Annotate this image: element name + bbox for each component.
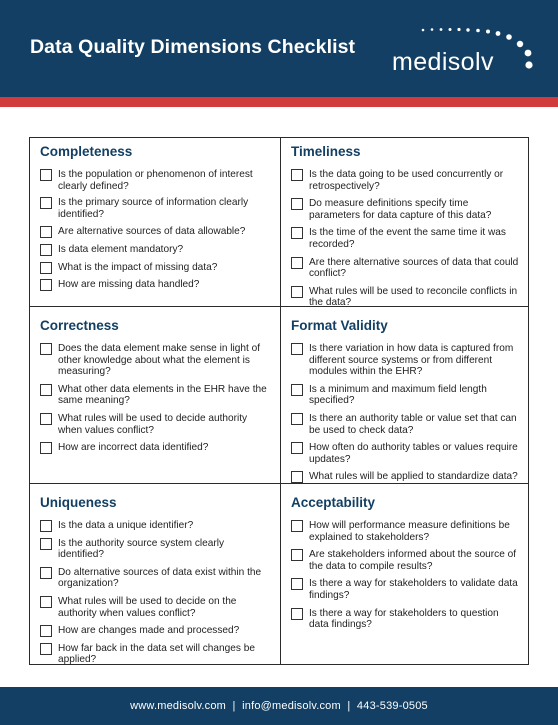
item-text: Is the data going to be used concurrently or retrospectively? <box>309 169 504 192</box>
checklist-item[interactable] <box>291 257 521 280</box>
item-text: Is the primary source of information clearly identified? <box>58 197 249 220</box>
checkbox[interactable] <box>40 169 52 181</box>
section-uniqueness <box>40 495 272 666</box>
checkbox[interactable] <box>291 227 303 239</box>
checkbox[interactable] <box>40 343 52 355</box>
checkbox[interactable] <box>40 625 52 637</box>
item-text: Is the population or phenomenon of interest clearly defined? <box>58 169 253 192</box>
accent-stripe <box>0 97 558 107</box>
item-text: What rules will be used to decide on the authority when values conflict? <box>58 595 237 619</box>
item-text: Is the authority source system clearly identified? <box>58 537 225 561</box>
checkbox[interactable] <box>40 567 52 579</box>
item-text: Are stakeholders informed about the source of the data to compile results? <box>309 549 517 572</box>
section-title: Correctness <box>40 318 119 333</box>
section-title: Acceptability <box>291 495 376 510</box>
medisolv-logo <box>388 24 538 84</box>
section-acceptability <box>291 495 521 631</box>
item-text: How are incorrect data identified? <box>58 442 209 454</box>
item-text: Do measure definitions specify time parameters for data capture of this data? <box>309 198 492 221</box>
checklist-item[interactable] <box>291 384 521 407</box>
checklist-item[interactable] <box>40 279 272 291</box>
item-text: Are alternative sources of data allowable? <box>58 226 246 238</box>
item-text: What rules will be applied to standardize data? <box>309 471 518 483</box>
column-divider <box>280 138 281 664</box>
section-title: Completeness <box>40 144 133 159</box>
checkbox[interactable] <box>40 538 52 550</box>
checklist-item[interactable] <box>40 643 272 666</box>
checkbox[interactable] <box>291 198 303 210</box>
checklist-item[interactable] <box>40 343 272 378</box>
checklist-item[interactable] <box>291 413 521 436</box>
item-text: What other data elements in the EHR have the same meaning? <box>58 383 267 407</box>
checklist-item[interactable] <box>40 262 272 274</box>
checklist-item[interactable] <box>291 286 521 309</box>
checkbox[interactable] <box>291 608 303 620</box>
item-text: Is the time of the event the same time it was recorded? <box>309 227 506 250</box>
checklist-item[interactable] <box>40 244 272 256</box>
section-format-validity <box>291 318 521 483</box>
checkbox[interactable] <box>291 442 303 454</box>
checkbox[interactable] <box>40 279 52 291</box>
footer-bar <box>0 687 558 725</box>
checklist-item[interactable] <box>291 169 521 192</box>
logo-wordmark: medisolv <box>392 48 494 76</box>
checkbox[interactable] <box>291 413 303 425</box>
checkbox[interactable] <box>40 197 52 209</box>
item-text: Are there alternative sources of data that could conflict? <box>309 256 519 280</box>
checklist-item[interactable] <box>291 227 521 250</box>
checklist-item[interactable] <box>40 226 272 238</box>
checklist-item[interactable] <box>291 442 521 465</box>
item-text: What rules will be used to reconcile conflicts in the data? <box>309 285 518 309</box>
item-text: Is there an authority table or value set that can be used to check data? <box>309 412 517 436</box>
section-completeness <box>40 144 272 291</box>
checklist-item[interactable] <box>40 538 272 561</box>
checklist-item[interactable] <box>40 197 272 220</box>
item-text: Do alternative sources of data exist within the organization? <box>58 566 262 590</box>
checklist-item[interactable] <box>40 413 272 436</box>
checkbox[interactable] <box>291 384 303 396</box>
checklist-item[interactable] <box>291 343 521 378</box>
checklist-item[interactable] <box>291 578 521 601</box>
checklist-item[interactable] <box>40 442 272 454</box>
checklist-item[interactable] <box>40 625 272 637</box>
checklist-item[interactable] <box>291 198 521 221</box>
item-text: Is data element mandatory? <box>58 243 184 255</box>
item-text: Does the data element make sense in light of other knowledge about what the element is measuring? <box>58 343 260 378</box>
section-timeliness <box>291 144 521 309</box>
checklist-item[interactable] <box>40 596 272 619</box>
checkbox[interactable] <box>40 520 52 532</box>
checkbox[interactable] <box>291 520 303 532</box>
checklist-item[interactable] <box>291 549 521 572</box>
checkbox[interactable] <box>291 578 303 590</box>
checkbox[interactable] <box>291 549 303 561</box>
checklist-item[interactable] <box>291 608 521 631</box>
checkbox[interactable] <box>40 384 52 396</box>
checkbox[interactable] <box>40 262 52 274</box>
header-banner <box>0 0 558 97</box>
checkbox[interactable] <box>40 442 52 454</box>
checkbox[interactable] <box>291 471 303 483</box>
checkbox[interactable] <box>40 413 52 425</box>
checkbox[interactable] <box>291 343 303 355</box>
item-text: What is the impact of missing data? <box>58 261 218 273</box>
page-title: Data Quality Dimensions Checklist <box>30 36 356 58</box>
checkbox[interactable] <box>291 169 303 181</box>
checkbox[interactable] <box>40 226 52 238</box>
item-text: Is there variation in how data is captured from different source systems or from different modules within the EHR? <box>309 343 514 378</box>
checkbox[interactable] <box>40 244 52 256</box>
row-divider <box>30 483 528 484</box>
item-text: How will performance measure definitions be explained to stakeholders? <box>309 520 510 543</box>
checklist-item[interactable] <box>40 567 272 590</box>
item-text: How often do authority tables or values require updates? <box>309 442 518 465</box>
checkbox[interactable] <box>40 596 52 608</box>
section-title: Uniqueness <box>40 495 117 510</box>
checklist-item[interactable] <box>40 169 272 192</box>
checkbox[interactable] <box>291 257 303 269</box>
checklist-item[interactable] <box>291 471 521 483</box>
item-text: How are missing data handled? <box>58 279 200 291</box>
checklist-grid <box>29 137 529 665</box>
item-text: Is the data a unique identifier? <box>58 520 194 531</box>
item-text: Is there a way for stakeholders to question data findings? <box>309 607 499 631</box>
section-correctness <box>40 318 272 454</box>
checkbox[interactable] <box>40 643 52 655</box>
section-title: Format Validity <box>291 318 388 333</box>
section-title: Timeliness <box>291 144 361 159</box>
contact-info: www.medisolv.com | info@medisolv.com | 443-539-0505 <box>130 700 428 712</box>
item-text: Is there a way for stakeholders to validate data findings? <box>309 578 518 601</box>
checklist-item[interactable] <box>40 384 272 407</box>
item-text: Is a minimum and maximum field length specified? <box>309 383 487 407</box>
checklist-item[interactable] <box>40 520 272 532</box>
item-text: What rules will be used to decide authority when values conflict? <box>58 412 248 436</box>
item-text: How are changes made and processed? <box>58 625 240 637</box>
checklist-item[interactable] <box>291 520 521 543</box>
checkbox[interactable] <box>291 286 303 298</box>
item-text: How far back in the data set will changes be applied? <box>58 642 255 666</box>
